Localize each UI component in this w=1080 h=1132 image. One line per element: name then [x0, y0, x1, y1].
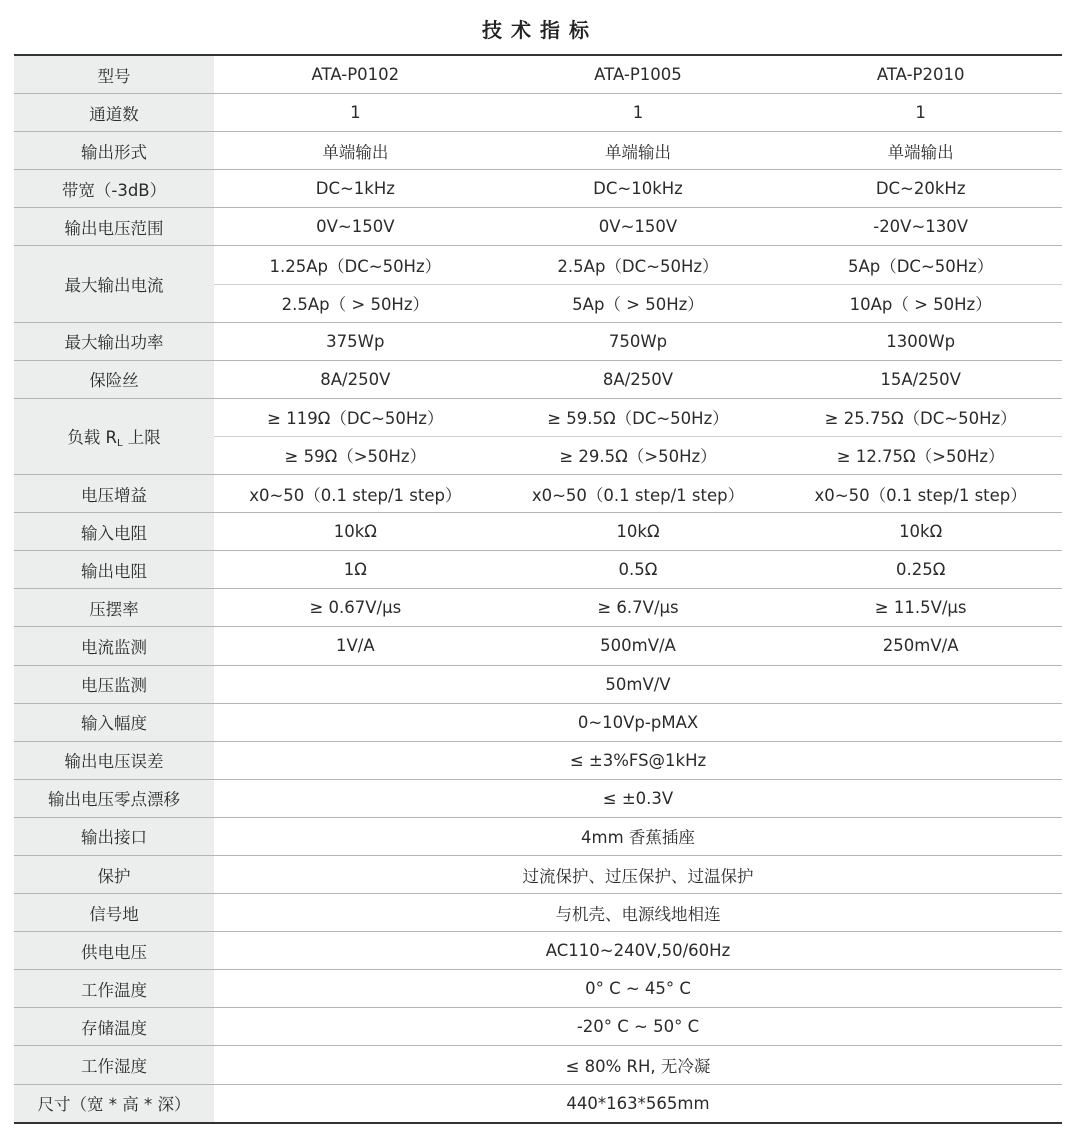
- spec-table: [14, 54, 1062, 1124]
- row-label: 输出形式: [14, 132, 214, 170]
- table-row: [14, 817, 1062, 855]
- row-label: 带宽（-3dB）: [14, 170, 214, 208]
- label-text: 负载 R: [67, 427, 117, 447]
- cell-value: ATA-P0102: [311, 65, 400, 85]
- cell-value: ≥ 11.5V/μs: [779, 589, 1062, 627]
- row-label: 输出接口: [14, 817, 214, 855]
- cell-value: 10kΩ: [497, 513, 780, 551]
- cell-value: x0~50（0.1 step/1 step）: [497, 475, 780, 513]
- cell-value-shared: ≤ ±3%FS@1kHz: [214, 741, 1062, 779]
- cell-value: 单端输出: [497, 132, 780, 170]
- row-label: 电压增益: [14, 475, 214, 513]
- table-row: [14, 322, 1062, 360]
- cell-value: 10Ap（ > 50Hz）: [779, 284, 1062, 322]
- table-row: [14, 551, 1062, 589]
- cell-value: 375Wp: [214, 322, 497, 360]
- table-row: [14, 55, 1062, 94]
- table-row: [14, 170, 1062, 208]
- row-label: 电流监测: [14, 627, 214, 665]
- table-row: [14, 246, 1062, 284]
- cell-value: 1: [497, 94, 780, 132]
- cell-value: 8A/250V: [214, 360, 497, 398]
- cell-value-shared: -20° C ~ 50° C: [214, 1008, 1062, 1046]
- label-subscript: L: [116, 437, 123, 449]
- cell-value: 0V~150V: [214, 208, 497, 246]
- cell-value: x0~50（0.1 step/1 step）: [779, 475, 1062, 513]
- cell-value: 10kΩ: [214, 513, 497, 551]
- table-row: [14, 932, 1062, 970]
- row-label: 保护: [14, 855, 214, 893]
- cell-value: 单端输出: [779, 132, 1062, 170]
- row-label: 最大输出电流: [14, 246, 214, 322]
- row-label: 输入电阻: [14, 513, 214, 551]
- row-label: 供电电压: [14, 932, 214, 970]
- label-text: 上限: [122, 427, 161, 447]
- row-label: 输出电压范围: [14, 208, 214, 246]
- cell-value: ≥ 25.75Ω（DC~50Hz）: [779, 398, 1062, 436]
- cell-value: ≥ 29.5Ω（>50Hz）: [497, 436, 780, 474]
- row-label: 信号地: [14, 894, 214, 932]
- row-label: 保险丝: [14, 360, 214, 398]
- cell-value: DC~20kHz: [779, 170, 1062, 208]
- table-row: [14, 970, 1062, 1008]
- table-row: [14, 894, 1062, 932]
- cell-value: 10kΩ: [779, 513, 1062, 551]
- cell-value: 0V~150V: [497, 208, 780, 246]
- cell-value-shared: ≤ 80% RH, 无冷凝: [214, 1046, 1062, 1084]
- cell-value: 0.25Ω: [779, 551, 1062, 589]
- cell-value: ≥ 0.67V/μs: [214, 589, 497, 627]
- table-row: [14, 779, 1062, 817]
- cell-value: ≥ 59.5Ω（DC~50Hz）: [497, 398, 780, 436]
- cell-value: 5Ap（ > 50Hz）: [497, 284, 780, 322]
- table-row: [14, 360, 1062, 398]
- cell-value-shared: 4mm 香蕉插座: [214, 817, 1062, 855]
- cell-value: 5Ap（DC~50Hz）: [779, 246, 1062, 284]
- table-row: [14, 665, 1062, 703]
- page-title: 技术指标: [482, 18, 598, 42]
- cell-value: 750Wp: [497, 322, 780, 360]
- cell-value: 8A/250V: [497, 360, 780, 398]
- table-row: [14, 627, 1062, 665]
- row-label: 工作湿度: [14, 1046, 214, 1084]
- cell-value: ≥ 119Ω（DC~50Hz）: [214, 398, 497, 436]
- table-row: [14, 1084, 1062, 1123]
- row-label: 型号: [14, 55, 214, 94]
- cell-value-shared: AC110~240V,50/60Hz: [214, 932, 1062, 970]
- cell-value: 1V/A: [214, 627, 497, 665]
- row-label: 最大输出功率: [14, 322, 214, 360]
- row-label: 输入幅度: [14, 703, 214, 741]
- cell-value: DC~1kHz: [214, 170, 497, 208]
- row-label: 输出电阻: [14, 551, 214, 589]
- table-row: [14, 703, 1062, 741]
- cell-value: ≥ 6.7V/μs: [497, 589, 780, 627]
- cell-value-shared: 440*163*565mm: [214, 1084, 1062, 1123]
- cell-value: ≥ 12.75Ω（>50Hz）: [779, 436, 1062, 474]
- table-row: [14, 398, 1062, 436]
- cell-value: 1Ω: [214, 551, 497, 589]
- table-row: [14, 132, 1062, 170]
- row-label: 输出电压误差: [14, 741, 214, 779]
- cell-value: DC~10kHz: [497, 170, 780, 208]
- cell-value: 0.5Ω: [497, 551, 780, 589]
- cell-value: 1: [779, 94, 1062, 132]
- row-label: 压摆率: [14, 589, 214, 627]
- cell-value-shared: 50mV/V: [214, 665, 1062, 703]
- cell-value: 2.5Ap（ > 50Hz）: [214, 284, 497, 322]
- row-label: 尺寸（宽 * 高 * 深）: [14, 1084, 214, 1123]
- cell-value: ATA-P1005: [594, 65, 682, 85]
- row-label: 电压监测: [14, 665, 214, 703]
- cell-value: ATA-P2010: [876, 65, 965, 85]
- cell-value: 15A/250V: [779, 360, 1062, 398]
- cell-value: ≥ 59Ω（>50Hz）: [214, 436, 497, 474]
- cell-value: 2.5Ap（DC~50Hz）: [497, 246, 780, 284]
- cell-value-shared: 过流保护、过压保护、过温保护: [214, 855, 1062, 893]
- cell-value-shared: ≤ ±0.3V: [214, 779, 1062, 817]
- cell-value: 1: [214, 94, 497, 132]
- row-label: [14, 398, 214, 474]
- table-row: [14, 475, 1062, 513]
- row-label: 存储温度: [14, 1008, 214, 1046]
- table-row: [14, 589, 1062, 627]
- cell-value-shared: 0° C ~ 45° C: [214, 970, 1062, 1008]
- cell-value-shared: 0~10Vp-pMAX: [214, 703, 1062, 741]
- cell-value: 500mV/A: [497, 627, 780, 665]
- table-row: [14, 94, 1062, 132]
- cell-value: 250mV/A: [779, 627, 1062, 665]
- row-label: 工作温度: [14, 970, 214, 1008]
- cell-value: 1.25Ap（DC~50Hz）: [214, 246, 497, 284]
- cell-value: 1300Wp: [779, 322, 1062, 360]
- table-row: [14, 1008, 1062, 1046]
- cell-value: 单端输出: [214, 132, 497, 170]
- cell-value: x0~50（0.1 step/1 step）: [214, 475, 497, 513]
- row-label: 输出电压零点漂移: [14, 779, 214, 817]
- row-label: 通道数: [14, 94, 214, 132]
- cell-value-shared: 与机壳、电源线地相连: [214, 894, 1062, 932]
- table-row: [14, 741, 1062, 779]
- table-row: [14, 1046, 1062, 1084]
- table-row: [14, 855, 1062, 893]
- cell-value: -20V~130V: [779, 208, 1062, 246]
- table-row: [14, 208, 1062, 246]
- table-row: [14, 513, 1062, 551]
